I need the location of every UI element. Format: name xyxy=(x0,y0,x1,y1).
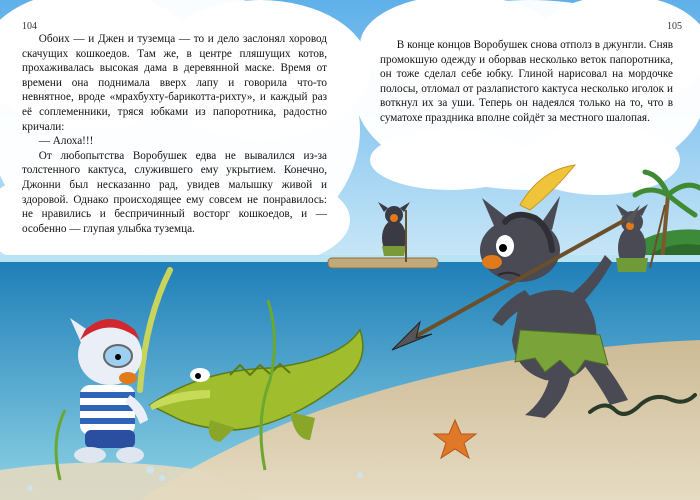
paragraph: — Алоха!!! xyxy=(38,135,94,148)
paragraph: Обоих — и Джен и туземца — то и дело заслонял хоровод скачущих кошкоедов. Там же, в центре пляшущих котов, прохаживалась высокая дама в деревянной маске. Время от времени она поднимала вверх лапу и говорила что-то невнятное, вроде «мрахбухту-барикотта-рихту», и каждый раз её соплеменники, тряся юбками из папоротника, радостно кричали: xyxy=(22,33,327,133)
right-page-text xyxy=(380,38,673,126)
page-number-left: 104 xyxy=(22,21,37,32)
paragraph: От любопытства Воробушек едва не вывалился из-за толстенного кактуса, служившего ему укрытием. Конечно, Джонни был несказанно рад, увидев малышку живой и здоровой. Однако происходящее ему совсем не понравилось: не нравились и беспричинный восторг кошкоедов, и — особенно — глупая улыбка туземца. xyxy=(22,149,327,235)
left-page-text xyxy=(22,18,327,236)
page-number-right: 105 xyxy=(667,21,682,32)
paragraph: В конце концов Воробушек снова отполз в джунгли. Сняв промокшую одежду и оборвав несколько веток папоротника, он тоже сделал себе юбку. Глиной нарисовал на мордочке полосы, отломал от разлапистого кактуса несколько иголок и воткнул их за уши. Теперь он надеялся только на то, что в суматохе праздника вполне сойдёт за местного шалопая. xyxy=(380,39,673,124)
